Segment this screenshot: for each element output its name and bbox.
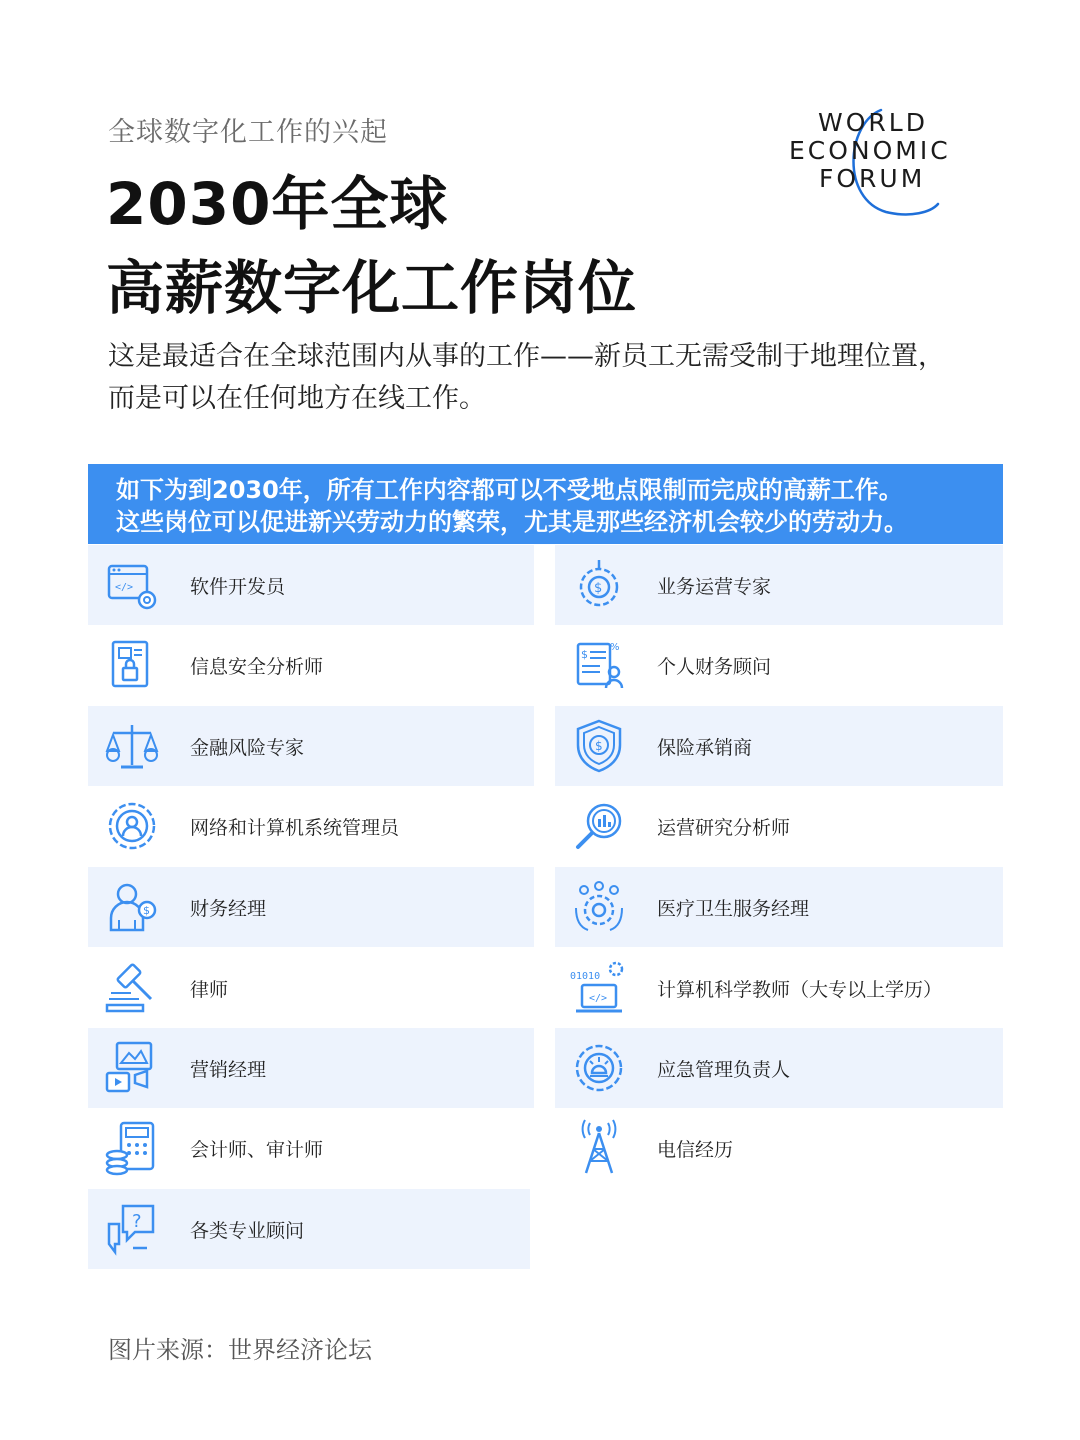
svg-text:</>: </>	[589, 993, 608, 1004]
job-item	[555, 545, 1003, 625]
job-item	[555, 706, 1003, 786]
title-line-2: 高薪数字化工作岗位	[106, 254, 638, 322]
job-item	[88, 1189, 530, 1269]
logo-line-2: ECONOMIC	[789, 136, 951, 165]
job-label: 财务经理	[190, 897, 267, 920]
job-item	[88, 867, 534, 947]
job-label: 软件开发员	[190, 575, 286, 598]
job-item	[555, 867, 1003, 947]
job-label: 计算机科学教师（大专以上学历）	[657, 978, 943, 1001]
logo-line-3: FORUM	[819, 164, 926, 193]
team-gear-icon	[569, 877, 629, 937]
job-label: 个人财务顾问	[657, 655, 772, 678]
job-item	[555, 1028, 1003, 1108]
svg-text:01010: 01010	[570, 971, 601, 982]
marketing-media-icon	[102, 1038, 162, 1098]
emergency-gear-icon	[569, 1038, 629, 1098]
balance-scale-icon	[102, 716, 162, 776]
magnifier-chart-icon	[569, 796, 629, 856]
calculator-coins-icon	[102, 1118, 162, 1178]
svg-text:?: ?	[132, 1211, 142, 1232]
question-chat-icon	[102, 1199, 162, 1259]
code-gear-icon	[102, 555, 162, 615]
svg-text:</>: </>	[115, 582, 134, 593]
job-label: 医疗卫生服务经理	[657, 897, 810, 920]
finance-advisor-icon	[569, 635, 629, 695]
job-label: 应急管理负责人	[657, 1058, 791, 1081]
job-label: 电信经历	[657, 1138, 734, 1161]
image-source: 图片来源：世界经济论坛	[108, 1336, 372, 1364]
job-label: 律师	[190, 978, 229, 1001]
svg-text:$: $	[594, 581, 603, 596]
job-label: 运营研究分析师	[657, 816, 791, 839]
binary-laptop-icon	[569, 958, 629, 1018]
job-label: 信息安全分析师	[190, 655, 324, 678]
job-label: 会计师、审计师	[190, 1138, 324, 1161]
job-item	[555, 786, 1003, 866]
svg-text:$: $	[595, 739, 603, 753]
svg-text:%: %	[610, 642, 620, 653]
job-item	[88, 786, 534, 866]
page-title	[106, 162, 637, 330]
manager-dollar-icon	[102, 877, 162, 937]
subtitle: 全球数字化工作的兴起	[108, 117, 388, 148]
job-item	[555, 625, 1003, 705]
job-item	[88, 1028, 534, 1108]
wef-logo	[786, 104, 986, 224]
svg-text:$: $	[143, 904, 150, 917]
antenna-tower-icon	[569, 1118, 629, 1178]
logo-line-1: WORLD	[818, 108, 928, 137]
job-label: 保险承销商	[657, 736, 753, 759]
title-line-1: 2030年全球	[106, 170, 449, 238]
job-item	[88, 706, 534, 786]
job-label: 营销经理	[190, 1058, 267, 1081]
job-item	[88, 545, 534, 625]
job-label: 业务运营专家	[657, 575, 772, 598]
job-item	[88, 1108, 534, 1188]
shield-dollar-icon	[569, 716, 629, 776]
job-label: 各类专业顾问	[190, 1219, 305, 1242]
svg-text:$: $	[581, 648, 588, 661]
job-item	[555, 948, 1003, 1028]
job-item	[555, 1108, 1003, 1188]
job-label: 网络和计算机系统管理员	[190, 816, 400, 839]
lead-paragraph: 这是最适合在全球范围内从事的工作——新员工无需受制于地理位置，而是可以在任何地方在线工作。	[108, 341, 945, 414]
gear-dollar-icon	[569, 555, 629, 615]
intro-banner	[88, 464, 1003, 544]
gavel-icon	[102, 958, 162, 1018]
lock-document-icon	[102, 635, 162, 695]
job-label: 金融风险专家	[190, 736, 305, 759]
job-item	[88, 948, 534, 1028]
job-item	[88, 625, 534, 705]
banner-line-2: 这些岗位可以促进新兴劳动力的繁荣，尤其是那些经济机会较少的劳动力。	[116, 508, 908, 536]
gear-user-icon	[102, 796, 162, 856]
banner-line-1: 如下为到2030年，所有工作内容都可以不受地点限制而完成的高薪工作。	[116, 476, 903, 504]
